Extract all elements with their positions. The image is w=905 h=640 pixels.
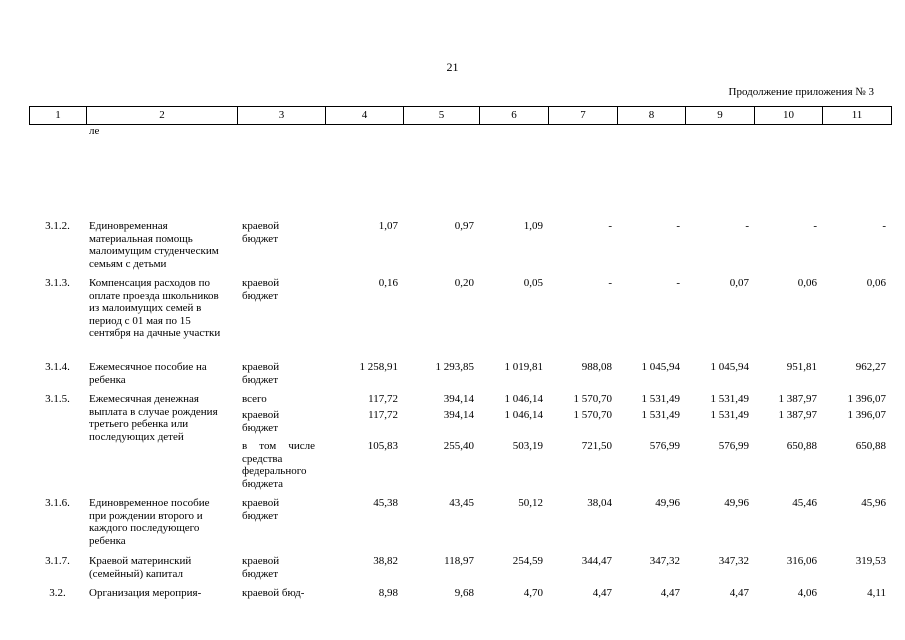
value-cell: 347,32 [718,555,749,567]
value-cell: 962,27 [855,361,886,373]
row-name: Единовременная материальная помощь малоимущим студенческим семьям с детьми [89,220,219,270]
row-name: Компенсация расходов по оплате проезда школьников из малоимущих семей в период с 01 мая по 15 сентября на дачные участки [89,277,221,339]
header-col-6: 6 [480,107,549,125]
row-name: Единовременное пособие при рождении второго и каждого последующего ребенка [89,497,210,547]
value-cell: 319,53 [855,555,886,567]
value-cell: 45,96 [861,497,886,509]
value-cell: 650,88 [786,440,817,452]
row-number: 3.1.6. [45,497,70,509]
header-col-5: 5 [404,107,480,125]
value-cell: 1 046,14 [504,409,543,421]
value-cell: 344,47 [581,555,612,567]
funding-source: краевой бюджет [242,497,280,522]
row-number: 3.1.4. [45,361,70,373]
value-cell: 1,09 [523,220,543,232]
value-cell: 1 046,14 [504,393,543,405]
funding-source: всего [242,393,267,405]
value-cell: 1 396,07 [847,393,886,405]
value-cell: 117,72 [368,409,398,421]
value-cell: 347,32 [649,555,680,567]
value-cell: 50,12 [518,497,543,509]
row-name: Краевой материнский (семейный) капитал [89,555,192,580]
header-col-2: 2 [87,107,238,125]
table-row [29,393,891,409]
table-row [29,277,891,361]
value-cell: 316,06 [786,555,817,567]
header-col-9: 9 [686,107,755,125]
value-cell: 1 293,85 [435,361,474,373]
value-cell: 4,47 [729,587,749,599]
program-table [29,125,891,601]
value-cell: 394,14 [443,409,474,421]
value-cell: 9,68 [454,587,474,599]
row-name: Ежемесячное пособие на ребенка [89,361,207,386]
value-cell: 0,97 [454,220,474,232]
value-cell: 45,38 [373,497,398,509]
value-cell: 988,08 [581,361,612,373]
funding-source: краевой бюджет [242,220,280,245]
header-col-10: 10 [755,107,823,125]
row-number: 3.2. [49,587,66,599]
value-cell: 49,96 [724,497,749,509]
value-cell: 1 019,81 [504,361,543,373]
row-number: 3.1.2. [45,220,70,232]
funding-source: в том числе средства федерального бюджета [242,440,315,490]
value-cell: 1 570,70 [573,409,612,421]
carryover-row [29,125,891,220]
table-row [29,555,891,587]
value-cell: 105,83 [367,440,398,452]
header-col-11: 11 [823,107,892,125]
row-name: Ежемесячная денежная выплата в случае рождения третьего ребенка или последующих детей [89,393,218,443]
value-cell: 8,98 [378,587,398,599]
value-cell: - [813,220,817,232]
value-cell: - [608,277,612,289]
value-cell: - [676,277,680,289]
continuation-label: Продолжение приложения № 3 [728,86,874,98]
value-cell: 1 045,94 [710,361,749,373]
row-name: Организация мероприя- [89,587,202,599]
value-cell: 4,47 [660,587,680,599]
row-number: 3.1.5. [45,393,70,405]
value-cell: - [745,220,749,232]
value-cell: 1 531,49 [710,409,749,421]
page-number: 21 [446,60,459,74]
value-cell: 4,11 [867,587,886,599]
value-cell: 650,88 [855,440,886,452]
header-col-4: 4 [326,107,404,125]
value-cell: 4,47 [592,587,612,599]
value-cell: 1 570,70 [573,393,612,405]
header-col-8: 8 [618,107,686,125]
table-row [29,220,891,277]
value-cell: 1 045,94 [641,361,680,373]
value-cell: - [608,220,612,232]
table-row [29,587,891,601]
value-cell: 394,14 [443,393,474,405]
value-cell: 254,59 [512,555,543,567]
value-cell: 721,50 [581,440,612,452]
value-cell: 0,06 [797,277,817,289]
value-cell: 1 258,91 [359,361,398,373]
value-cell: 576,99 [649,440,680,452]
row-number: 3.1.3. [45,277,70,289]
value-cell: - [676,220,680,232]
carryover-text: ле [89,125,100,137]
value-cell: 1 531,49 [641,409,680,421]
value-cell: 43,45 [449,497,474,509]
value-cell: 951,81 [786,361,817,373]
value-cell: 0,07 [729,277,749,289]
value-cell: 1 531,49 [641,393,680,405]
value-cell: 38,82 [373,555,398,567]
header-col-3: 3 [238,107,326,125]
funding-source: краевой бюджет [242,409,280,434]
value-cell: 0,05 [523,277,543,289]
value-cell: 0,16 [378,277,398,289]
value-cell: 45,46 [792,497,817,509]
value-cell: 255,40 [443,440,474,452]
value-cell: 117,72 [368,393,398,405]
value-cell: 1 396,07 [847,409,886,421]
funding-source: краевой бюджет [242,277,280,302]
value-cell: - [882,220,886,232]
funding-source: краевой бюд- [242,587,305,599]
value-cell: 1 387,97 [778,393,817,405]
table-row [29,361,891,393]
value-cell: 503,19 [512,440,543,452]
header-col-7: 7 [549,107,618,125]
value-cell: 118,97 [444,555,474,567]
value-cell: 49,96 [655,497,680,509]
table-row [29,497,891,555]
value-cell: 1,07 [378,220,398,232]
value-cell: 38,04 [587,497,612,509]
row-number: 3.1.7. [45,555,70,567]
value-cell: 576,99 [718,440,749,452]
funding-source: краевой бюджет [242,361,280,386]
funding-source: краевой бюджет [242,555,280,580]
value-cell: 4,06 [797,587,817,599]
value-cell: 1 531,49 [710,393,749,405]
column-number-header [29,106,892,125]
header-col-1: 1 [30,107,87,125]
value-cell: 4,70 [523,587,543,599]
value-cell: 0,06 [866,277,886,289]
value-cell: 0,20 [454,277,474,289]
value-cell: 1 387,97 [778,409,817,421]
